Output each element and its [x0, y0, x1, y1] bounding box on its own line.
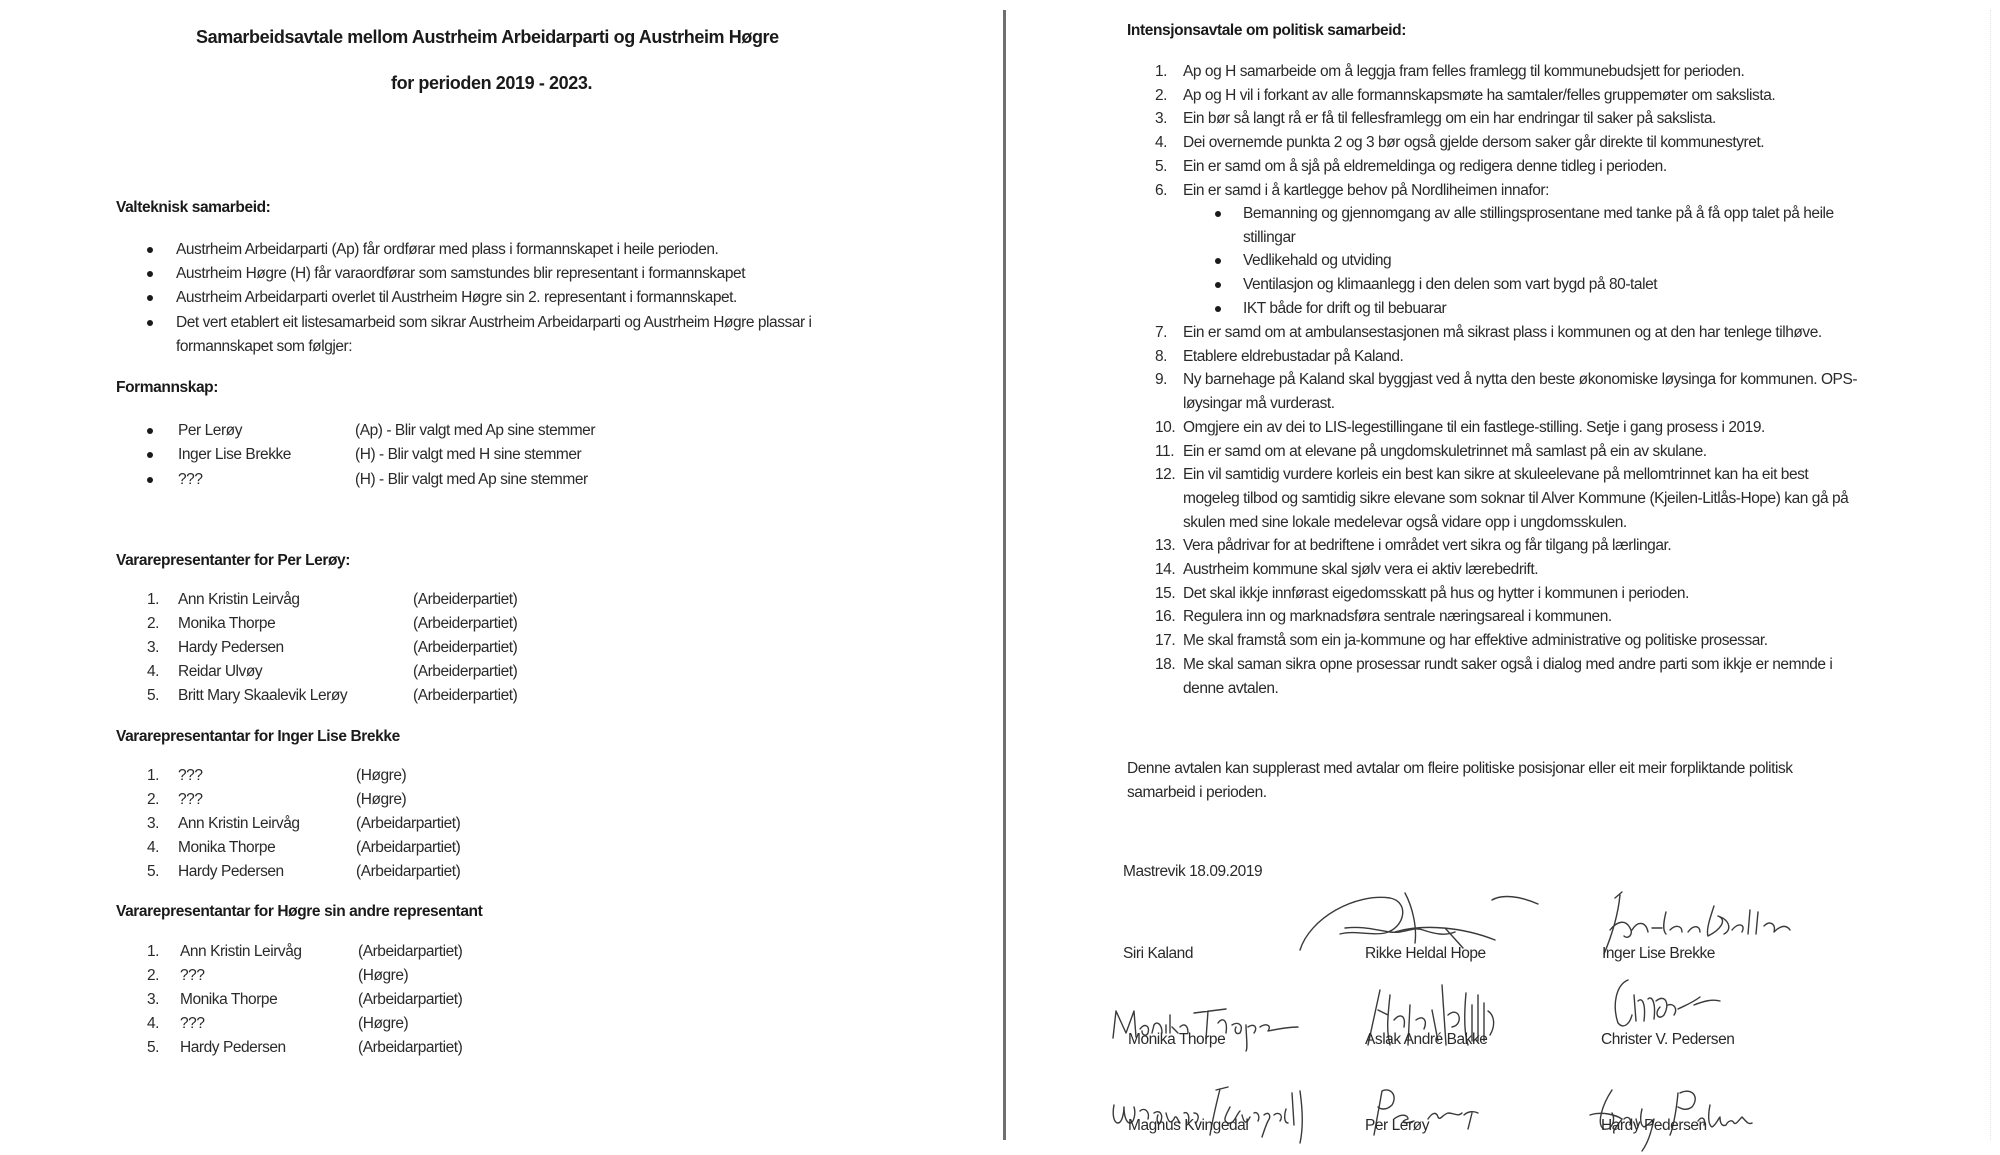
list-number: 7. [1155, 324, 1168, 341]
bullet-icon [1215, 211, 1221, 217]
bullet-icon [147, 295, 153, 301]
list-number: 1. [1155, 63, 1168, 80]
list-number: 1. [147, 943, 160, 960]
list-number: 14. [1155, 561, 1176, 578]
list-number: 6. [1155, 181, 1168, 199]
member-party: (Høgre) [356, 767, 407, 784]
member-name: Monika Thorpe [180, 991, 278, 1008]
list-item [147, 836, 747, 860]
member-party: (Arbeidarpartiet) [356, 839, 461, 856]
list-item [147, 1012, 747, 1036]
member-name: ??? [180, 967, 205, 984]
list-number: 1. [147, 591, 160, 608]
list-number: 5. [147, 1039, 160, 1056]
list-item [147, 660, 747, 684]
member-name: Monika Thorpe [178, 615, 276, 632]
closing-text-line2: samarbeid i perioden. [1127, 784, 1267, 801]
list-number: 3. [147, 639, 160, 656]
document-period: for perioden 2019 - 2023. [391, 73, 593, 93]
member-party: (Arbeidarpartiet) [356, 815, 461, 832]
member-name: ??? [178, 791, 203, 808]
list-number: 5. [1155, 157, 1168, 175]
signatory-name: Siri Kaland [1123, 945, 1194, 962]
list-text: Omgjere ein av dei to LIS-legestillingane til ein fastlege-stilling. Setje i gang prosess i 2019. [1183, 418, 1765, 436]
list-text: Ein er samd om at elevane på ungdomskuletrinnet må samlast på ein av skulane. [1183, 442, 1707, 460]
bullet-icon [147, 320, 153, 326]
list-item [147, 1036, 747, 1060]
list-text-continuation: løysingar må vurderast. [1183, 395, 1335, 413]
section-heading-formannskap: Formannskap: [116, 379, 218, 396]
member-party: (Arbeidarpartiet) [358, 991, 463, 1008]
member-party: (Arbeiderpartiet) [413, 639, 518, 656]
member-party: (Arbeidarpartiet) [358, 1039, 463, 1056]
list-number: 5. [147, 687, 160, 704]
list-text: Ap og H samarbeide om å leggja fram felles framlegg til kommunebudsjett for perioden. [1183, 63, 1745, 80]
member-name: Ann Kristin Leirvåg [180, 943, 302, 960]
bullet-icon [1215, 282, 1221, 288]
list-number: 1. [147, 767, 160, 784]
member-name: Hardy Pedersen [178, 863, 284, 880]
list-item [147, 636, 747, 660]
list-item [147, 860, 747, 884]
list-text: Austrheim kommune skal sjølv vera ei aktiv lærebedrift. [1183, 561, 1539, 578]
bullet-icon [147, 452, 153, 458]
list-number: 4. [1155, 134, 1168, 152]
list-number: 16. [1155, 608, 1176, 626]
bullet-icon [1215, 306, 1221, 312]
list-text: Ap og H vil i forkant av alle formannskapsmøte ha samtaler/felles gruppemøter om sakslista. [1183, 86, 1776, 104]
list-text: Vera pådrivar for at bedriftene i området vert sikra og får tilgang på lærlingar. [1183, 537, 1672, 555]
member-name: Ann Kristin Leirvåg [178, 591, 300, 608]
list-number: 2. [147, 615, 160, 632]
list-text: Ein er samd i å kartlegge behov på Nordliheimen innafor: [1183, 181, 1549, 199]
list-number: 10. [1155, 418, 1176, 436]
member-party: (Høgre) [356, 791, 407, 808]
list-number: 4. [147, 663, 160, 680]
member-name: Hardy Pedersen [180, 1039, 286, 1056]
member-name: Monika Thorpe [178, 839, 276, 856]
list-number: 4. [147, 839, 160, 856]
signatory-name: Rikke Heldal Hope [1365, 945, 1486, 962]
signature-christer-v-pedersen [1608, 975, 1728, 1035]
place-date: Mastrevik 18.09.2019 [1123, 863, 1263, 880]
list-text: Det skal ikkje innførast eigedomsskatt på hus og hytter i kommunen i perioden. [1183, 584, 1689, 602]
list-text: Ein er samd om å sjå på eldremeldinga og redigera denne tidleg i perioden. [1183, 157, 1667, 175]
list-number: 3. [1155, 110, 1168, 128]
list-number: 8. [1155, 347, 1168, 365]
sub-list-text: Vedlikehald og utviding [1243, 252, 1392, 270]
list-number: 17. [1155, 632, 1176, 650]
member-party: (Høgre) [358, 1015, 409, 1032]
section-heading-intensjon: Intensjonsavtale om politisk samarbeid: [1127, 22, 1406, 39]
signatory-name: Christer V. Pedersen [1601, 1031, 1735, 1048]
list-number: 2. [1155, 86, 1168, 104]
sub-list-text: Ventilasjon og klimaanlegg i den delen som vart bygd på 80-talet [1243, 276, 1658, 294]
member-name: Reidar Ulvøy [178, 663, 263, 680]
list-number: 18. [1155, 655, 1176, 673]
list-item [147, 788, 747, 812]
member-party: (Arbeiderpartiet) [413, 591, 518, 608]
sub-list-text: Bemanning og gjennomgang av alle stillingsprosentane med tanke på å få opp talet på heile [1243, 205, 1834, 222]
section-heading-vara-per: Vararepresentanter for Per Lerøy: [116, 552, 351, 569]
signatory-name: Per Lerøy [1365, 1117, 1429, 1134]
member-name: Britt Mary Skaalevik Lerøy [178, 687, 348, 704]
list-number: 9. [1155, 371, 1168, 389]
list-item [147, 812, 747, 836]
list-item [147, 964, 747, 988]
bullet-icon [147, 428, 153, 434]
list-number: 3. [147, 991, 160, 1008]
list-item [147, 684, 747, 708]
list-text: Ein bør så langt rå er få til fellesframlegg om ein har endringar til saker på sakslista. [1183, 110, 1716, 128]
signatory-name: Inger Lise Brekke [1602, 945, 1715, 962]
signature-per-leroy [1368, 1085, 1518, 1145]
member-party: (Høgre) [358, 967, 409, 984]
list-text: Dei overnemde punkta 2 og 3 bør også gjelde dersom saker går direkte til kommunestyret. [1183, 134, 1765, 152]
section-heading-vara-inger: Vararepresentantar for Inger Lise Brekke [116, 728, 400, 745]
list-text: Etablere eldrebustadar på Kaland. [1183, 347, 1404, 365]
signatory-name: Aslak André Bakke [1365, 1031, 1488, 1048]
list-text: Me skal saman sikra opne prosessar rundt saker også i dialog med andre parti som ikkje er nemnde i [1183, 655, 1833, 673]
signature-magnus-kvingedal [1108, 1085, 1348, 1145]
signatory-name: Magnus Kvingedal [1128, 1117, 1249, 1134]
signature-rikke-tail [1490, 880, 1550, 910]
document-title: Samarbeidsavtale mellom Austrheim Arbeidarparti og Austrheim Høgre [196, 27, 779, 47]
list-number: 3. [147, 815, 160, 832]
member-party: (Arbeidarpartiet) [358, 943, 463, 960]
signatory-name: Hardy Pedersen [1601, 1117, 1707, 1134]
list-number: 5. [147, 863, 160, 880]
list-item [147, 588, 747, 612]
list-number: 15. [1155, 584, 1176, 602]
section-heading-vara-hogre: Vararepresentantar for Høgre sin andre representant [116, 903, 483, 920]
member-party: (Arbeiderpartiet) [413, 663, 518, 680]
list-text-continuation: denne avtalen. [1183, 679, 1279, 697]
page-edge [1990, 10, 1992, 1140]
list-text: Regulera inn og marknadsføra sentrale næringsareal i kommunen. [1183, 608, 1612, 626]
list-text: Ein er samd om at ambulansestasjonen må sikrast plass i kommunen og at den har tenlege tilhøve. [1183, 324, 1822, 341]
list-text: Me skal framstå som ein ja-kommune og har effektive administrative og politiske prosessar. [1183, 632, 1768, 650]
page-divider [1003, 10, 1006, 1140]
list-item [147, 988, 747, 1012]
list-number: 2. [147, 967, 160, 984]
member-name: ??? [178, 767, 203, 784]
sub-list-text-continuation: stillingar [1243, 228, 1296, 246]
sub-list-text: IKT både for drift og til bebuarar [1243, 299, 1447, 317]
list-text-continuation: mogeleg tilbod og samtidig sikre elevane som soknar til Alver Kommune (Kjeilen-Litlås-Hope) kan gå på [1183, 489, 1849, 507]
bullet-icon [147, 247, 153, 253]
list-number: 12. [1155, 466, 1176, 484]
list-number: 13. [1155, 537, 1176, 555]
list-item [147, 764, 747, 788]
list-text-continuation: skulen med sine lokale medelevar også vidare opp i ungdomsskulen. [1183, 513, 1627, 531]
bullet-icon [147, 271, 153, 277]
member-name: Ann Kristin Leirvåg [178, 815, 300, 832]
list-item [147, 940, 747, 964]
list-item [147, 612, 747, 636]
member-name: Hardy Pedersen [178, 639, 284, 656]
signatory-name: Monika Thorpe [1128, 1031, 1226, 1048]
member-party: (Arbeidarpartiet) [356, 863, 461, 880]
member-party: (Arbeiderpartiet) [413, 615, 518, 632]
closing-text-line1: Denne avtalen kan supplerast med avtalar om fleire politiske posisjonar eller eit meir forpliktande politisk [1127, 760, 1793, 777]
list-number: 4. [147, 1015, 160, 1032]
list-text: Ein vil samtidig vurdere korleis ein best kan sikre at skuleelevane på mellomtrinnet kan ha eit best [1183, 466, 1809, 484]
bullet-icon [1215, 258, 1221, 264]
bullet-icon [147, 477, 153, 483]
list-number: 11. [1155, 442, 1175, 460]
member-party: (Arbeiderpartiet) [413, 687, 518, 704]
list-number: 2. [147, 791, 160, 808]
member-name: ??? [180, 1015, 205, 1032]
list-text: Ny barnehage på Kaland skal byggjast ved å nytta den beste økonomiske løysinga for kommunen. OPS- [1183, 371, 1858, 389]
section-heading-valteknisk: Valteknisk samarbeid: [116, 199, 271, 216]
